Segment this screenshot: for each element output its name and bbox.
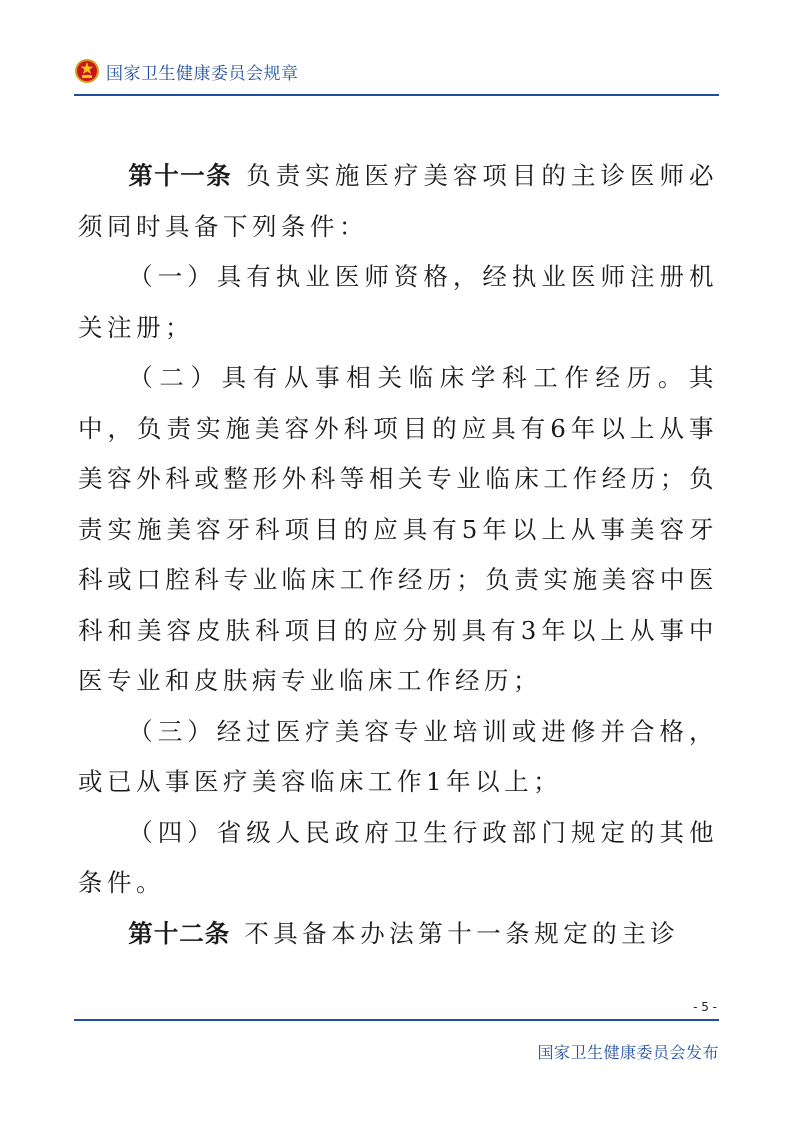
footer-divider	[74, 1019, 719, 1021]
national-emblem-icon	[74, 58, 100, 84]
article-11-intro	[78, 151, 718, 252]
article-11-item-2: （二）具有从事相关临床学科工作经历。其中，负责实施美容外科项目的应具有6年以上从事美容外科或整形外科等相关专业临床工作经历；负责实施美容牙科项目的应具有5年以上从事美容牙科或口腔科专业临床工作经历；负责实施美容中医科和美容皮肤科项目的应分别具有3年以上从事中医专业和皮肤病专业临床工作经历；	[78, 363, 718, 695]
header-divider	[74, 94, 719, 96]
page-header	[74, 55, 299, 87]
article-11-number: 第十一条	[128, 161, 233, 190]
article-11-item-4: （四）省级人民政府卫生行政部门规定的其他条件。	[78, 817, 718, 897]
footer-publisher: 国家卫生健康委员会发布	[537, 1043, 719, 1062]
document-body	[78, 151, 718, 959]
article-11-item-1: （一）具有执业医师资格，经执业医师注册机关注册；	[78, 262, 718, 342]
article-12-intro	[78, 909, 718, 960]
article-11-text: 负责实施医疗美容项目的主诊医师必须同时具备下列条件：	[78, 161, 719, 241]
article-12-number: 第十二条	[128, 918, 231, 948]
article-11-item-3: （三）经过医疗美容专业培训或进修并合格，或已从事医疗美容临床工作1年以上；	[78, 716, 718, 796]
page-number: - 5 -	[693, 1000, 717, 1014]
header-title: 国家卫生健康委员会规章	[106, 63, 299, 84]
article-12-text: 不具备本办法第十一条规定的主诊	[244, 918, 680, 948]
